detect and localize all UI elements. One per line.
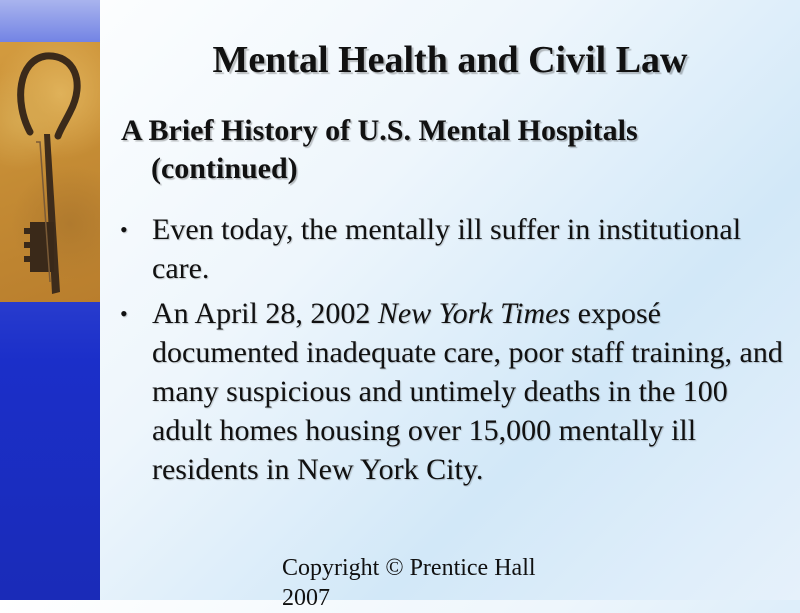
bullet-item bbox=[118, 210, 788, 288]
subtitle-line-1: A Brief History of U.S. Mental Hospitals bbox=[121, 114, 638, 147]
subtitle-line-2: (continued) bbox=[151, 152, 298, 185]
bullet-icon: • bbox=[120, 301, 128, 326]
key-photo bbox=[0, 42, 100, 302]
bullet-icon: • bbox=[120, 217, 128, 242]
bullet-item bbox=[118, 294, 788, 489]
slide-subtitle bbox=[121, 112, 781, 188]
bullet-text-after: exposé documented inadequate care, poor staff training, and many suspicious and untimely deaths in the 100 adult homes housing over 15,000 mentally ill residents in New York City. bbox=[152, 297, 783, 486]
bullet-text: Even today, the mentally ill suffer in institutional care. bbox=[152, 213, 742, 285]
slide-title: Mental Health and Civil Law bbox=[212, 39, 688, 81]
newspaper-name: New York Times bbox=[377, 297, 571, 330]
key-icon bbox=[0, 42, 100, 302]
bullet-text-before: An April 28, 2002 bbox=[152, 297, 378, 330]
bullet-list bbox=[118, 210, 788, 495]
copyright-footer: Copyright © Prentice Hall 2007 bbox=[282, 555, 536, 611]
